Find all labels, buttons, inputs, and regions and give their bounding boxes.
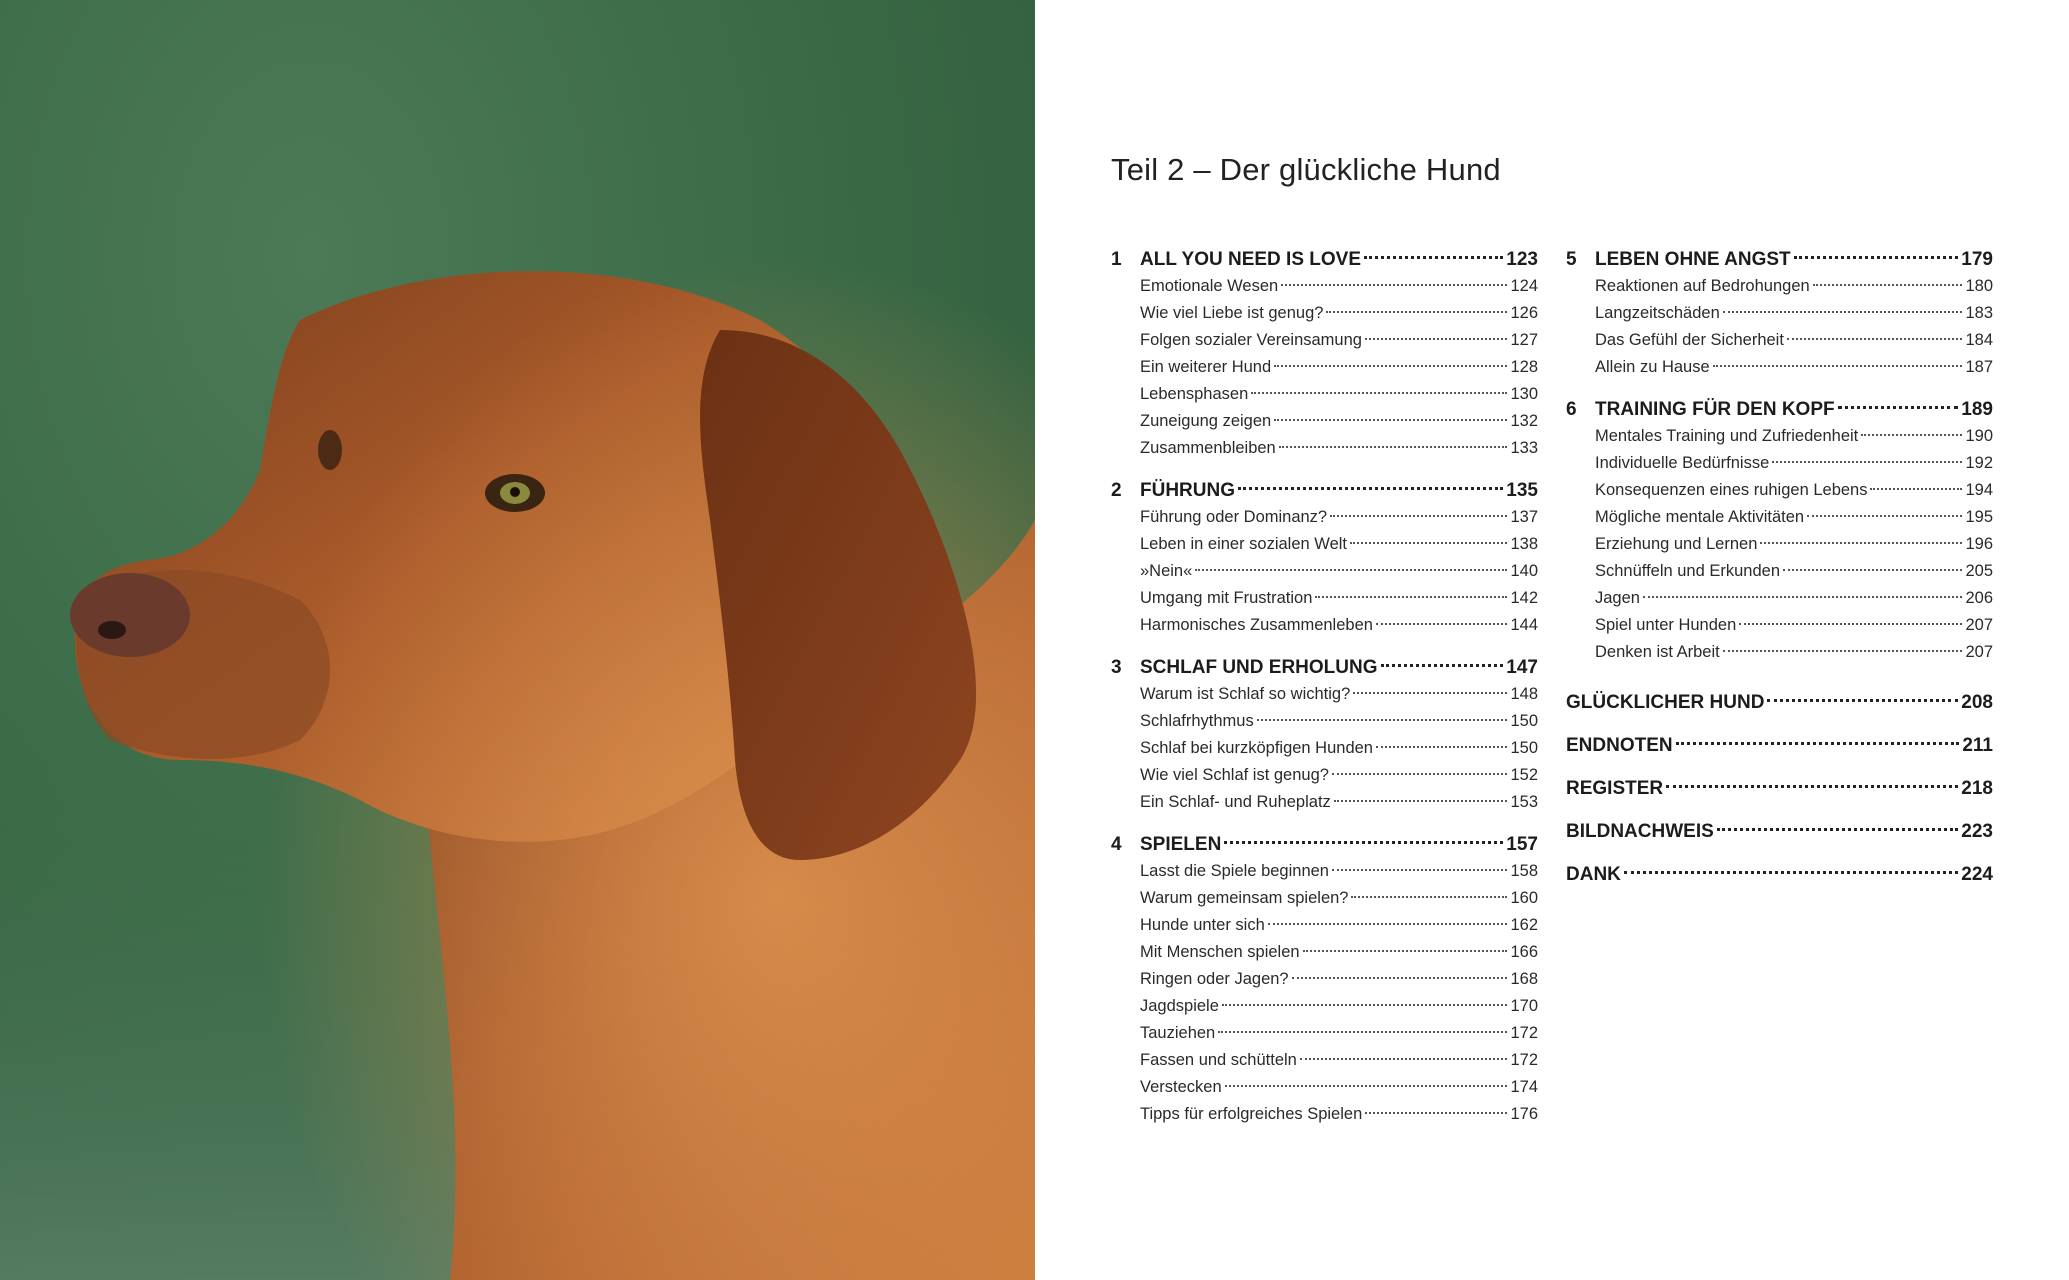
entry-title: Lebensphasen [1140,385,1249,403]
entry-title: Tauziehen [1140,1024,1216,1042]
page-number: 211 [1962,735,1993,756]
toc-entry[interactable] [1566,300,1993,327]
toc-chapter [1111,654,1538,816]
entry-title: Konsequenzen eines ruhigen Lebens [1595,481,1868,499]
toc-entry[interactable] [1566,531,1993,558]
final-sections [1566,681,1993,896]
entry-title: »Nein« [1140,562,1193,580]
page-number: 140 [1510,562,1538,580]
toc-entry[interactable] [1566,273,1993,300]
toc-entry[interactable] [1111,966,1538,993]
page-number: 174 [1510,1078,1538,1096]
entry-title: Hunde unter sich [1140,916,1265,934]
page-number: 218 [1961,778,1993,799]
toc-chapter [1566,396,1993,666]
page-number: 223 [1961,821,1993,842]
entry-title: Individuelle Bedürfnisse [1595,454,1770,472]
toc-entry[interactable] [1566,504,1993,531]
toc-entry[interactable] [1566,354,1993,381]
page-number: 130 [1510,385,1538,403]
page-number: 127 [1510,331,1538,349]
leader-dots [1332,772,1508,775]
page-number: 170 [1510,997,1538,1015]
page-number: 142 [1510,589,1538,607]
toc-entry[interactable] [1111,789,1538,816]
page-number: 176 [1510,1105,1538,1123]
final-entry-dank[interactable] [1566,853,1993,896]
page-number: 135 [1506,480,1538,501]
leader-dots [1723,310,1963,313]
page-number: 208 [1961,692,1993,713]
leader-dots [1274,418,1507,421]
entry-title: Spiel unter Hunden [1595,616,1737,634]
leader-dots [1257,718,1508,721]
leader-dots [1381,663,1504,667]
entry-title: Warum ist Schlaf so wichtig? [1140,685,1351,703]
leader-dots [1676,741,1960,745]
leader-dots [1767,698,1958,702]
leader-dots [1238,486,1503,490]
toc-entry[interactable] [1111,531,1538,558]
toc-entry[interactable] [1111,585,1538,612]
part-title: Teil 2 – Der glückliche Hund [1111,152,1501,187]
entry-title: DANK [1566,864,1621,885]
leader-dots [1717,827,1959,831]
chapter-heading[interactable] [1566,396,1993,423]
toc-entry[interactable] [1111,300,1538,327]
entry-title: Tipps für erfolgreiches Spielen [1140,1105,1363,1123]
page-number: 195 [1965,508,1993,526]
page-number: 150 [1510,739,1538,757]
entry-title: Leben in einer sozialen Welt [1140,535,1347,553]
chapter-number: 4 [1111,834,1122,855]
leader-dots [1723,649,1963,652]
page-number: 184 [1965,331,1993,349]
toc-entry[interactable] [1111,1074,1538,1101]
entry-title: Fassen und schütteln [1140,1051,1297,1069]
entry-title: Harmonisches Zusammenleben [1140,616,1373,634]
entry-title: Zusammenbleiben [1140,439,1276,457]
toc-entry[interactable] [1111,327,1538,354]
page-number: 207 [1965,643,1993,661]
leader-dots [1274,364,1507,367]
final-entry-gluecklicher-hund[interactable] [1566,681,1993,724]
toc-entry[interactable] [1111,708,1538,735]
leader-dots [1351,895,1507,898]
leader-dots [1624,870,1958,874]
chapter-heading[interactable] [1111,477,1538,504]
page-number: 168 [1510,970,1538,988]
page-number: 224 [1961,864,1993,885]
entry-title: Mögliche mentale Aktivitäten [1595,508,1805,526]
chapter-heading[interactable] [1566,246,1993,273]
page-number: 166 [1510,943,1538,961]
toc-entry[interactable] [1566,558,1993,585]
toc-entry[interactable] [1566,612,1993,639]
chapter-heading[interactable] [1111,246,1538,273]
toc-entry[interactable] [1111,858,1538,885]
page-number: 137 [1510,508,1538,526]
chapter-heading[interactable] [1111,831,1538,858]
leader-dots [1218,1030,1507,1033]
entry-title: Warum gemeinsam spielen? [1140,889,1349,907]
leader-dots [1303,949,1508,952]
toc-entry[interactable] [1566,477,1993,504]
toc-chapter [1111,246,1538,462]
toc-entry[interactable] [1111,681,1538,708]
page-number: 132 [1510,412,1538,430]
leader-dots [1813,283,1963,286]
leader-dots [1224,840,1503,844]
toc-chapter [1566,246,1993,381]
entry-title: Schlaf bei kurzköpfigen Hunden [1140,739,1373,757]
entry-title: Schlafrhythmus [1140,712,1254,730]
entry-title: Schnüffeln und Erkunden [1595,562,1781,580]
leader-dots [1281,283,1507,286]
final-entry-bildnachweis[interactable] [1566,810,1993,853]
leader-dots [1292,976,1508,979]
toc-entry[interactable] [1566,450,1993,477]
toc-entry[interactable] [1566,327,1993,354]
page-number: 148 [1510,685,1538,703]
leader-dots [1794,255,1959,259]
leader-dots [1787,337,1963,340]
toc-chapter [1111,831,1538,1128]
leader-dots [1330,514,1507,517]
entry-title: BILDNACHWEIS [1566,821,1714,842]
toc-entry[interactable] [1111,273,1538,300]
chapter-title: FÜHRUNG [1140,480,1235,501]
toc-entry[interactable] [1111,735,1538,762]
entry-title: Zuneigung zeigen [1140,412,1272,430]
chapter-title: ALL YOU NEED IS LOVE [1140,249,1362,270]
leader-dots [1225,1084,1508,1087]
toc-entry[interactable] [1111,1020,1538,1047]
leader-dots [1365,337,1508,340]
leader-dots [1315,595,1507,598]
entry-title: Ein Schlaf- und Ruheplatz [1140,793,1331,811]
page-number: 144 [1510,616,1538,634]
entry-title: Allein zu Hause [1595,358,1710,376]
leader-dots [1772,460,1962,463]
table-of-contents-page [1035,0,2069,1280]
page-number: 124 [1510,277,1538,295]
leader-dots [1222,1003,1508,1006]
leader-dots [1760,541,1962,544]
leader-dots [1350,541,1507,544]
toc-entry[interactable] [1566,639,1993,666]
page-number: 133 [1510,439,1538,457]
chapter-title: SPIELEN [1140,834,1222,855]
entry-title: Reaktionen auf Bedrohungen [1595,277,1810,295]
toc-entry[interactable] [1111,381,1538,408]
leader-dots [1365,1111,1507,1114]
page-number: 192 [1965,454,1993,472]
toc-entry[interactable] [1111,354,1538,381]
entry-title: Denken ist Arbeit [1595,643,1720,661]
leader-dots [1251,391,1507,394]
entry-title: Lasst die Spiele beginnen [1140,862,1329,880]
page-number: 207 [1965,616,1993,634]
leader-dots [1666,784,1958,788]
entry-title: Wie viel Schlaf ist genug? [1140,766,1329,784]
toc-entry[interactable] [1111,1101,1538,1128]
leader-dots [1279,445,1508,448]
entry-title: REGISTER [1566,778,1664,799]
entry-title: Folgen sozialer Vereinsamung [1140,331,1362,349]
toc-column-left [1111,246,1538,1143]
entry-title: Langzeitschäden [1595,304,1720,322]
leader-dots [1739,622,1962,625]
leader-dots [1334,799,1508,802]
toc-entry[interactable] [1111,558,1538,585]
entry-title: Mentales Training und Zufriedenheit [1595,427,1859,445]
page-number: 196 [1965,535,1993,553]
toc-entry[interactable] [1111,762,1538,789]
page-number: 206 [1965,589,1993,607]
entry-title: ENDNOTEN [1566,735,1673,756]
leader-dots [1353,691,1507,694]
page-number: 153 [1510,793,1538,811]
entry-title: Wie viel Liebe ist genug? [1140,304,1324,322]
entry-title: Jagdspiele [1140,997,1219,1015]
page-number: 190 [1965,427,1993,445]
toc-entry[interactable] [1111,993,1538,1020]
page-number: 158 [1510,862,1538,880]
page-number: 205 [1965,562,1993,580]
page-number: 180 [1965,277,1993,295]
entry-title: Verstecken [1140,1078,1222,1096]
entry-title: Ein weiterer Hund [1140,358,1272,376]
final-entry-endnoten[interactable] [1566,724,1993,767]
leader-dots [1376,622,1508,625]
chapter-title: TRAINING FÜR DEN KOPF [1595,399,1835,420]
chapter-number: 2 [1111,480,1122,501]
page-number: 157 [1506,834,1538,855]
entry-title: Das Gefühl der Sicherheit [1595,331,1784,349]
page-number: 152 [1510,766,1538,784]
leader-dots [1643,595,1963,598]
toc-chapter [1111,477,1538,639]
page-number: 179 [1961,249,1993,270]
toc-column-right [1566,246,1993,896]
leader-dots [1713,364,1963,367]
leader-dots [1783,568,1962,571]
page-number: 128 [1510,358,1538,376]
leader-dots [1268,922,1508,925]
page-number: 123 [1506,249,1538,270]
page-number: 189 [1961,399,1993,420]
leader-dots [1364,255,1503,259]
chapter-number: 5 [1566,249,1577,270]
page-number: 126 [1510,304,1538,322]
leader-dots [1870,487,1962,490]
final-entry-register[interactable] [1566,767,1993,810]
chapter-title: LEBEN OHNE ANGST [1595,249,1791,270]
chapter-title: SCHLAF UND ERHOLUNG [1140,657,1378,678]
toc-entry[interactable] [1111,912,1538,939]
entry-title: Emotionale Wesen [1140,277,1279,295]
toc-entry[interactable] [1111,504,1538,531]
page-number: 150 [1510,712,1538,730]
page-number: 172 [1510,1024,1538,1042]
page-number: 162 [1510,916,1538,934]
leader-dots [1300,1057,1508,1060]
page-number: 172 [1510,1051,1538,1069]
entry-title: Umgang mit Frustration [1140,589,1313,607]
page-number: 187 [1965,358,1993,376]
page-number: 183 [1965,304,1993,322]
toc-entry[interactable] [1111,435,1538,462]
leader-dots [1807,514,1962,517]
chapter-number: 3 [1111,657,1122,678]
entry-title: Führung oder Dominanz? [1140,508,1328,526]
leader-dots [1195,568,1507,571]
leader-dots [1376,745,1507,748]
toc-entry[interactable] [1111,939,1538,966]
page-number: 147 [1506,657,1538,678]
page-number: 138 [1510,535,1538,553]
leader-dots [1861,433,1962,436]
page-number: 160 [1510,889,1538,907]
chapter-number: 1 [1111,249,1122,270]
toc-entry[interactable] [1111,885,1538,912]
entry-title: Erziehung und Lernen [1595,535,1758,553]
entry-title: GLÜCKLICHER HUND [1566,692,1765,713]
toc-entry[interactable] [1111,408,1538,435]
toc-entry[interactable] [1111,612,1538,639]
toc-entry[interactable] [1566,585,1993,612]
leader-dots [1326,310,1507,313]
chapter-number: 6 [1566,399,1577,420]
toc-entry[interactable] [1566,423,1993,450]
leader-dots [1838,405,1959,409]
chapter-heading[interactable] [1111,654,1538,681]
page-number: 194 [1965,481,1993,499]
toc-entry[interactable] [1111,1047,1538,1074]
entry-title: Ringen oder Jagen? [1140,970,1289,988]
entry-title: Mit Menschen spielen [1140,943,1300,961]
entry-title: Jagen [1595,589,1640,607]
leader-dots [1332,868,1507,871]
